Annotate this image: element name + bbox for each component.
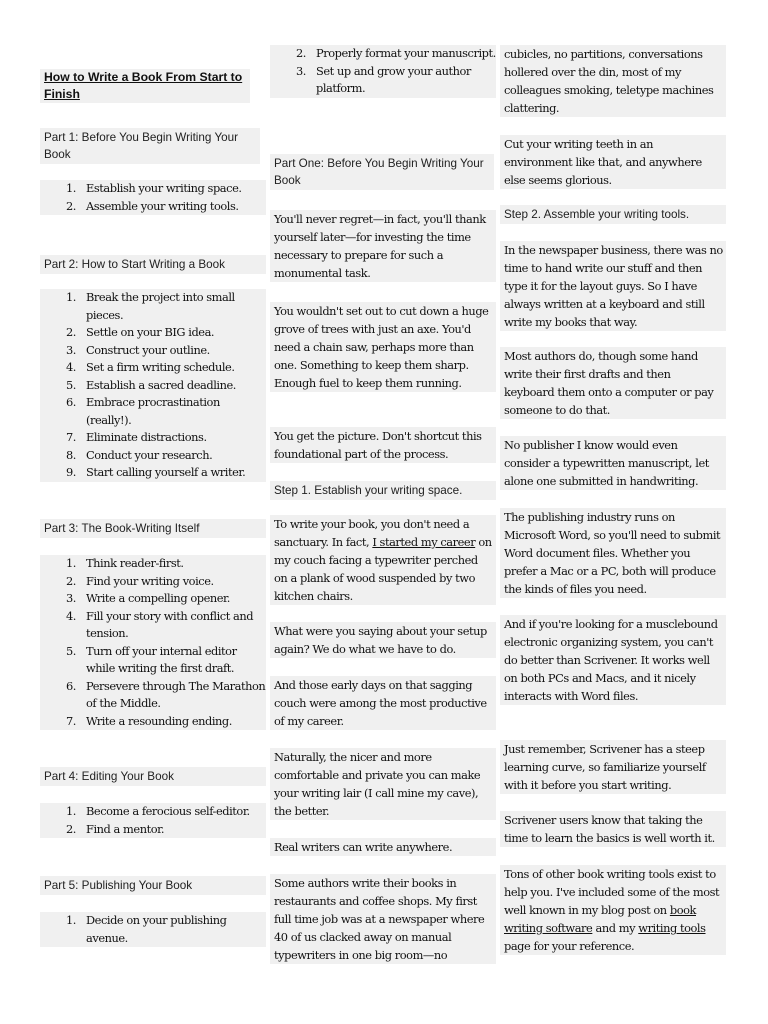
document-title: How to Write a Book From Start to Finish — [40, 69, 250, 103]
list-item: 4. Set a firm writing schedule. — [40, 359, 266, 377]
paragraph: Just remember, Scrivener has a steep learning curve, so familiarize yourself with it before you start writing. — [500, 740, 726, 794]
list-item: 2. Assemble your writing tools. — [40, 198, 266, 216]
part-3-list — [40, 555, 266, 730]
paragraph: Tons of other book writing tools exist to help you. I've included some of the most well known in my blog post on book writing software and my writing tools page for your reference. — [500, 865, 726, 955]
paragraph: What were you saying about your setup again? We do what we have to do. — [270, 622, 496, 658]
list-item: 9. Start calling yourself a writer. — [40, 464, 266, 482]
list-item: 2. Find a mentor. — [40, 821, 266, 839]
list-item: 1. Become a ferocious self-editor. — [40, 803, 266, 821]
list-item: 1. Establish your writing space. — [40, 180, 266, 198]
part-5-heading: Part 5: Publishing Your Book — [40, 876, 266, 895]
list-item: 6. Persevere through The Marathon of the Middle. — [40, 678, 266, 713]
writing-tools-link[interactable]: writing tools — [638, 921, 706, 935]
paragraph: Some authors write their books in restaurants and coffee shops. My first full time job was at a newspaper where 40 of us clacked away on manual typewriters in one big room—no — [270, 874, 496, 964]
book-writing-software-link[interactable]: book writing software — [504, 903, 696, 935]
step-1-heading: Step 1. Establish your writing space. — [270, 481, 496, 500]
paragraph: In the newspaper business, there was no time to hand write our stuff and then type it for the layout guys. So I have always written at a keyboard and still write my books that way. — [500, 241, 726, 331]
list-item: 7. Eliminate distractions. — [40, 429, 266, 447]
part-4-list — [40, 803, 266, 838]
part-1-heading: Part 1: Before You Begin Writing Your Book — [40, 128, 260, 164]
part-1-list — [40, 180, 266, 215]
list-item: 3. Write a compelling opener. — [40, 590, 266, 608]
paragraph: Naturally, the nicer and more comfortable and private you can make your writing lair (I call mine my cave), the better. — [270, 748, 496, 820]
list-item: 3. Set up and grow your author platform. — [270, 63, 496, 98]
list-item: 3. Construct your outline. — [40, 342, 266, 360]
list-item: 1. Think reader-first. — [40, 555, 266, 573]
continued-list — [270, 45, 496, 98]
step-2-heading: Step 2. Assemble your writing tools. — [500, 205, 726, 224]
paragraph: You'll never regret—in fact, you'll thank yourself later—for investing the time necessary to prepare for such a monumental task. — [270, 210, 496, 282]
paragraph: Cut your writing teeth in an environment like that, and anywhere else seems glorious. — [500, 135, 726, 189]
list-item: 6. Embrace procrastination (really!). — [40, 394, 266, 429]
paragraph: cubicles, no partitions, conversations hollered over the din, most of my colleagues smoking, teletype machines clattering. — [500, 45, 726, 117]
paragraph: You wouldn't set out to cut down a huge grove of trees with just an axe. You'd need a chain saw, perhaps more than one. Something to keep them sharp. Enough fuel to keep them running. — [270, 302, 496, 392]
list-item: 1. Break the project into small pieces. — [40, 289, 266, 324]
career-link[interactable]: I started my career — [372, 535, 476, 549]
paragraph: No publisher I know would even consider a typewritten manuscript, let alone one submitted in handwriting. — [500, 436, 726, 490]
list-item: 5. Turn off your internal editor while writing the first draft. — [40, 643, 266, 678]
list-item: 2. Settle on your BIG idea. — [40, 324, 266, 342]
paragraph: Scrivener users know that taking the time to learn the basics is well worth it. — [500, 811, 726, 847]
paragraph: Most authors do, though some hand write their first drafts and then keyboard them onto a computer or pay someone to do that. — [500, 347, 726, 419]
part-2-heading: Part 2: How to Start Writing a Book — [40, 255, 266, 274]
part-4-heading: Part 4: Editing Your Book — [40, 767, 266, 786]
list-item: 2. Find your writing voice. — [40, 573, 266, 591]
list-item: 2. Properly format your manuscript. — [270, 45, 496, 63]
paragraph: To write your book, you don't need a sanctuary. In fact, I started my career on my couch facing a typewriter perched on a plank of wood suspended by two kitchen chairs. — [270, 515, 496, 605]
paragraph: Real writers can write anywhere. — [270, 838, 496, 856]
paragraph: The publishing industry runs on Microsoft Word, so you'll need to submit Word document files. Whether you prefer a Mac or a PC, both will produce the kinds of files you need. — [500, 508, 726, 598]
paragraph: And if you're looking for a musclebound electronic organizing system, you can't do better than Scrivener. It works well on both PCs and Macs, and it nicely interacts with Word files. — [500, 615, 726, 705]
part-2-list — [40, 289, 266, 482]
list-item: 7. Write a resounding ending. — [40, 713, 266, 731]
part-3-heading: Part 3: The Book-Writing Itself — [40, 519, 266, 538]
list-item: 5. Establish a sacred deadline. — [40, 377, 266, 395]
list-item: 4. Fill your story with conflict and tension. — [40, 608, 266, 643]
paragraph: And those early days on that sagging couch were among the most productive of my career. — [270, 676, 496, 730]
list-item: 1. Decide on your publishing avenue. — [40, 912, 266, 947]
part-one-heading: Part One: Before You Begin Writing Your Book — [270, 154, 494, 190]
part-5-list — [40, 912, 266, 947]
list-item: 8. Conduct your research. — [40, 447, 266, 465]
paragraph: You get the picture. Don't shortcut this foundational part of the process. — [270, 427, 496, 463]
